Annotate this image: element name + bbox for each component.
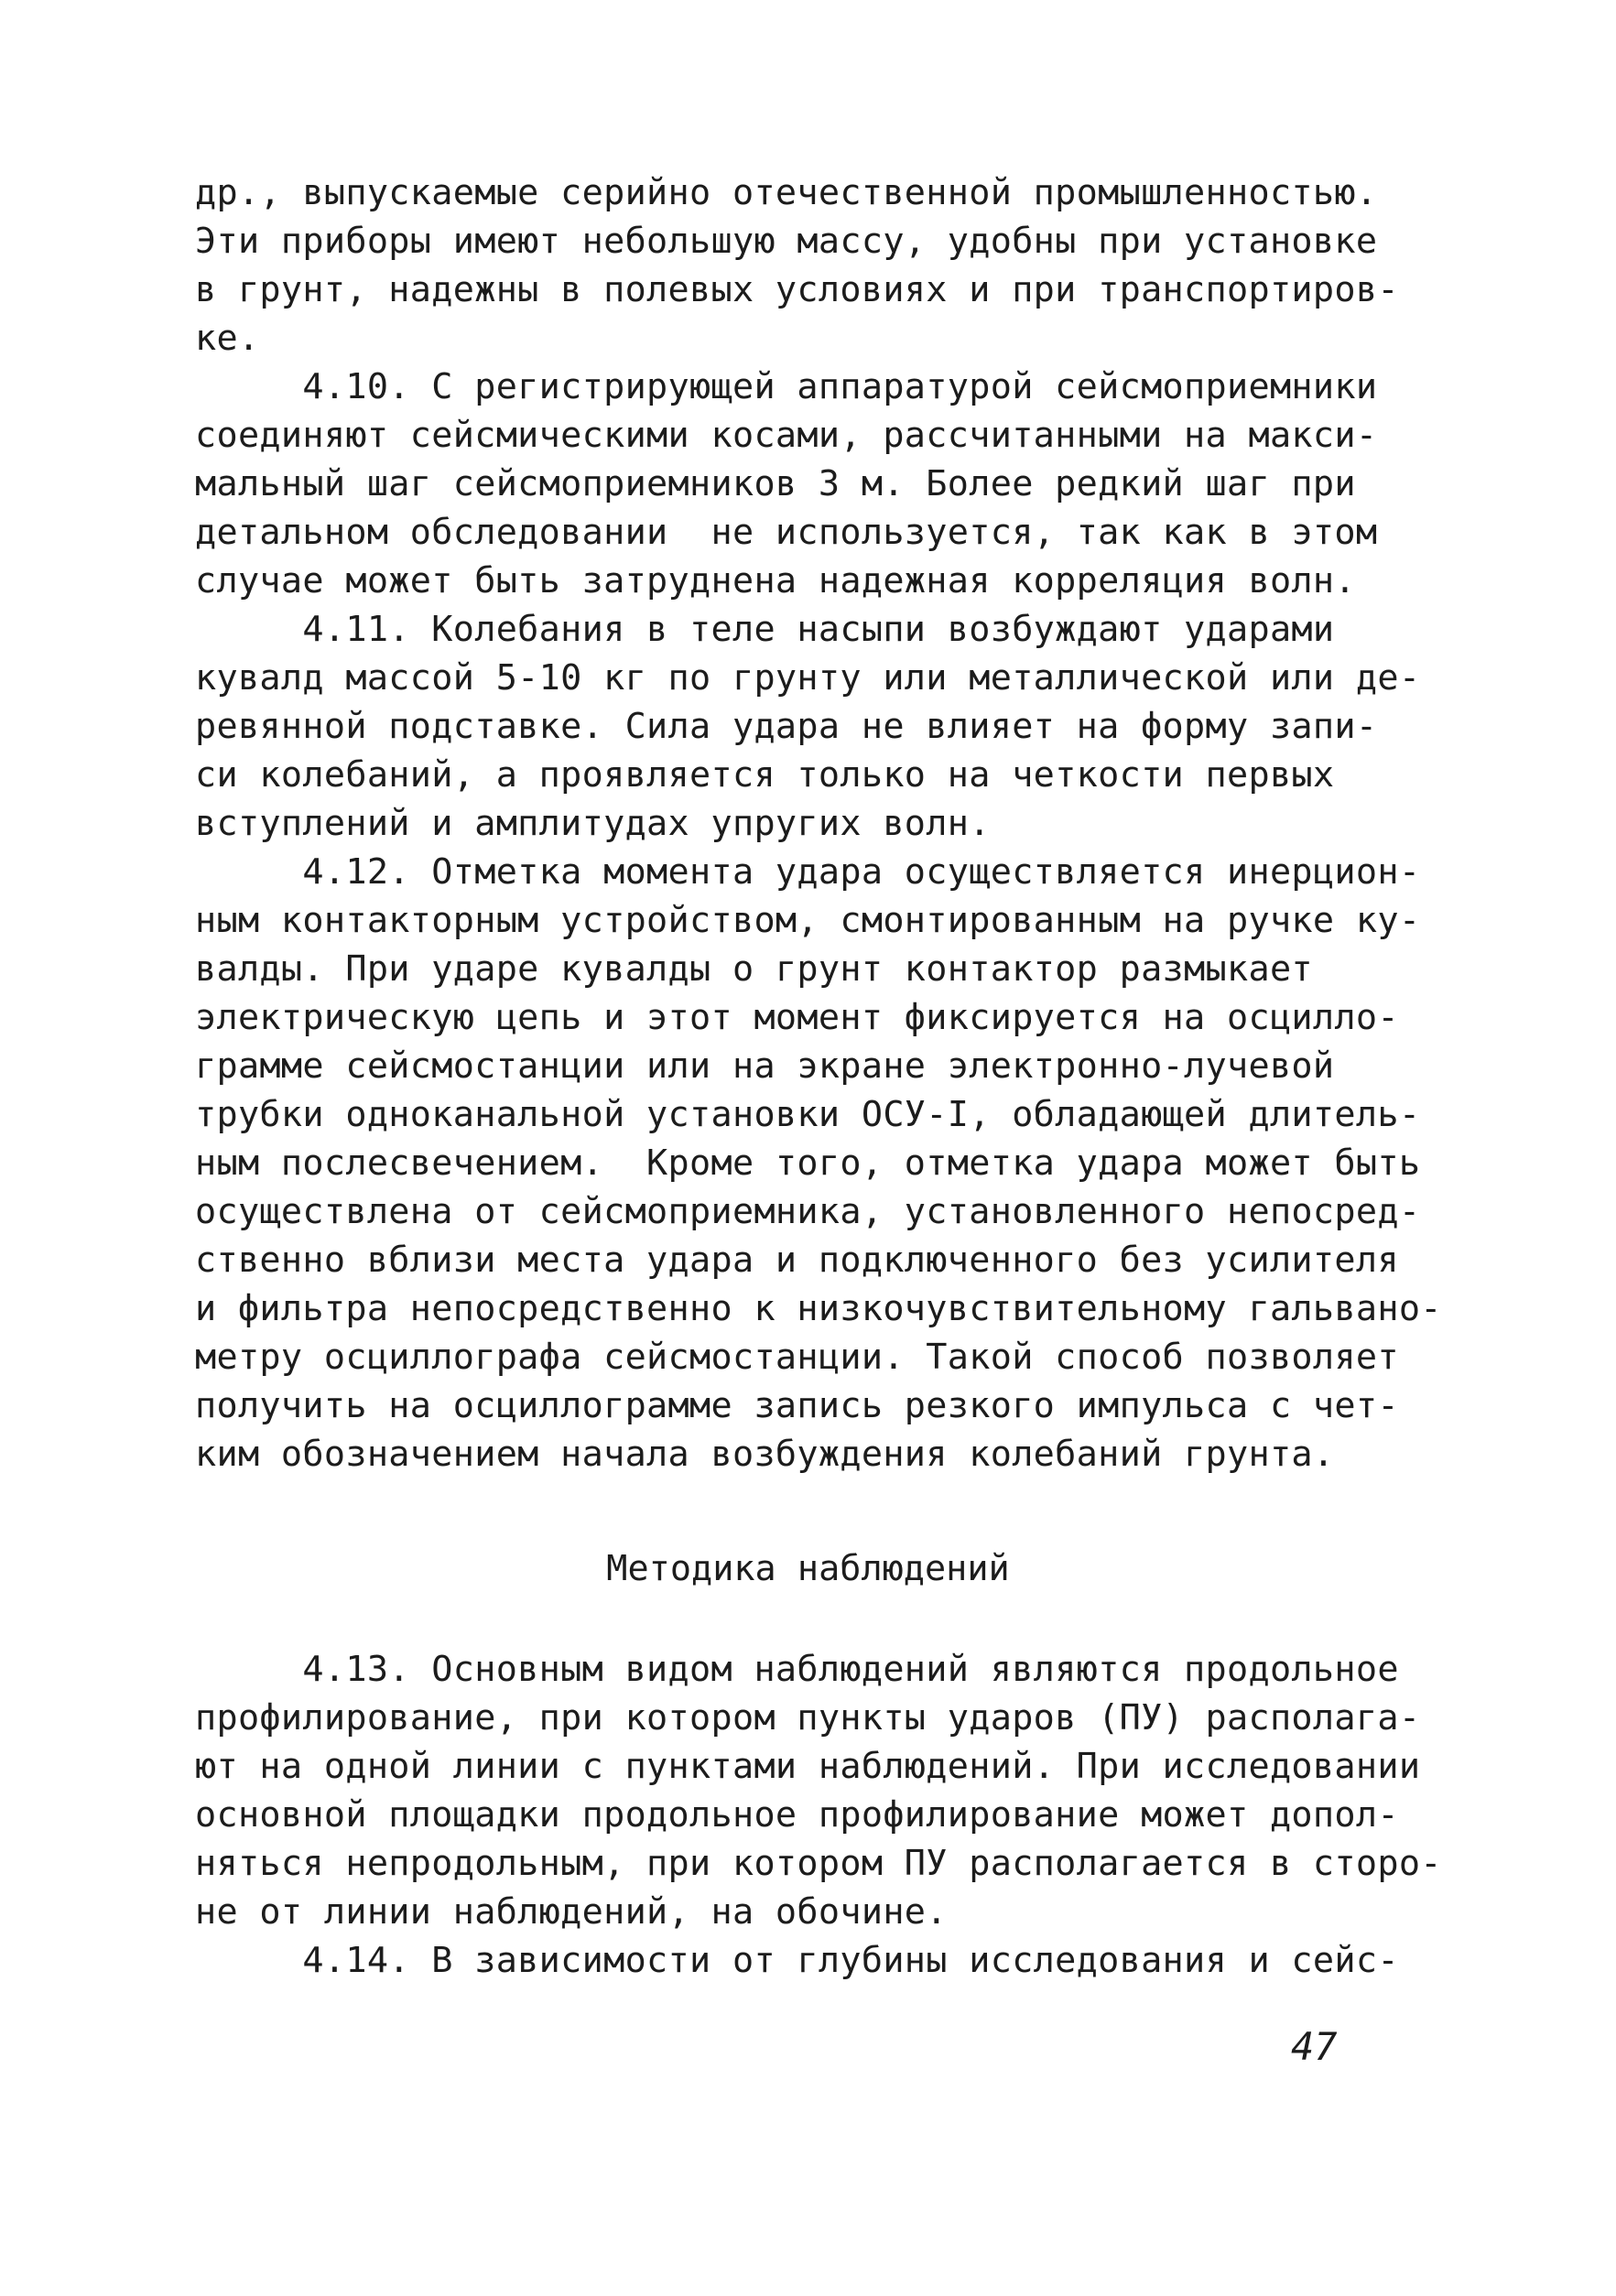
- section-heading: Методика наблюдений: [606, 1548, 1010, 1589]
- text-line-12: ревянной подставке. Сила удара не влияет на форму запи-: [195, 706, 1378, 747]
- text-line-4: ке.: [195, 318, 260, 359]
- text-line-22: осуществлена от сейсмоприемника, установленного непосред-: [195, 1191, 1421, 1232]
- text-line-30: ют на одной линии с пунктами наблюдений. При исследовании: [195, 1746, 1421, 1787]
- text-line-13: си колебаний, а проявляется только на четкости первых: [195, 754, 1335, 796]
- text-line-21: ным послесвечением. Кроме того, отметка удара может быть: [195, 1143, 1421, 1184]
- text-line-18: электрическую цепь и этот момент фиксируется на осцилло-: [195, 997, 1399, 1038]
- text-line-31: основной площадки продольное профилирование может допол-: [195, 1794, 1399, 1836]
- text-line-27: ким обозначением начала возбуждения колебаний грунта.: [195, 1434, 1335, 1475]
- text-line-1: др., выпускаемые серийно отечественной промышленностью.: [195, 172, 1378, 213]
- text-line-32: няться непродольным, при котором ПУ располагается в сторо-: [195, 1843, 1442, 1884]
- text-line-24: и фильтра непосредственно к низкочувствительному гальвано-: [195, 1288, 1442, 1329]
- text-line-28: 4.13. Основным видом наблюдений являются продольное: [195, 1649, 1399, 1690]
- text-line-15: 4.12. Отметка момента удара осуществляется инерцион-: [195, 851, 1421, 893]
- text-line-19: грамме сейсмостанции или на экране электронно-лучевой: [195, 1045, 1335, 1087]
- page-number: 47: [1291, 2024, 1338, 2069]
- text-line-10: 4.11. Колебания в теле насыпи возбуждают ударами: [195, 609, 1335, 650]
- text-line-2: Эти приборы имеют небольшую массу, удобны при установке: [195, 221, 1378, 262]
- text-line-34: 4.14. В зависимости от глубины исследования и сейс-: [195, 1940, 1399, 1981]
- text-line-8: детальном обследовании не используется, так как в этом: [195, 512, 1378, 553]
- text-line-3: в грунт, надежны в полевых условиях и при транспортиров-: [195, 269, 1399, 310]
- text-line-29: профилирование, при котором пункты ударов (ПУ) располага-: [195, 1697, 1421, 1738]
- text-line-6: соединяют сейсмическими косами, рассчитанными на макси-: [195, 415, 1378, 456]
- text-line-26: получить на осциллограмме запись резкого импульса с чет-: [195, 1385, 1399, 1426]
- text-line-33: не от линии наблюдений, на обочине.: [195, 1891, 948, 1933]
- text-line-7: мальный шаг сейсмоприемников 3 м. Более редкий шаг при: [195, 463, 1356, 504]
- text-line-14: вступлений и амплитудах упругих волн.: [195, 803, 991, 844]
- text-line-17: валды. При ударе кувалды о грунт контактор размыкает: [195, 948, 1313, 990]
- text-line-16: ным контакторным устройством, смонтированным на ручке ку-: [195, 900, 1421, 941]
- text-line-11: кувалд массой 5-10 кг по грунту или металлической или де-: [195, 657, 1421, 699]
- text-line-9: случае может быть затруднена надежная корреляция волн.: [195, 560, 1356, 601]
- text-line-23: ственно вблизи места удара и подключенного без усилителя: [195, 1240, 1399, 1281]
- text-line-5: 4.10. С регистрирующей аппаратурой сейсмоприемники: [195, 366, 1378, 407]
- text-line-25: метру осциллографа сейсмостанции. Такой способ позволяет: [195, 1337, 1399, 1378]
- text-line-20: трубки одноканальной установки ОСУ-I, обладающей длитель-: [195, 1094, 1421, 1135]
